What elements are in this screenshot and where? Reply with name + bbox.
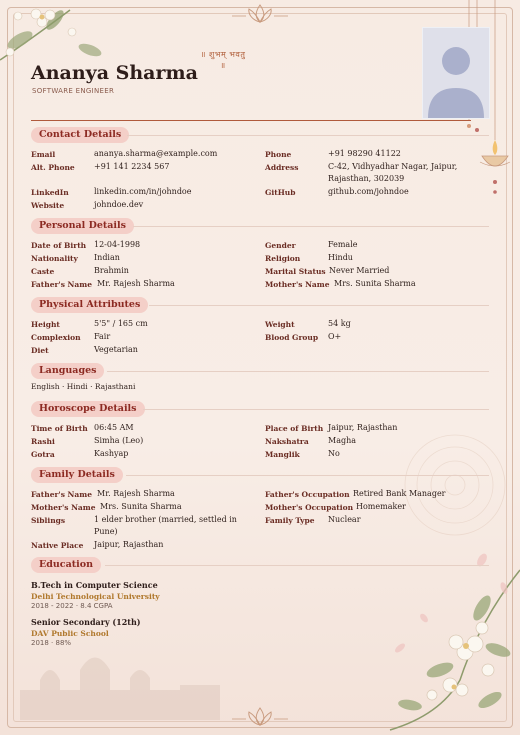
value-family-father: Mr. Rajesh Sharma	[97, 489, 175, 498]
value-dob: 12-04-1998	[94, 240, 141, 249]
label-weight: Weight	[265, 320, 295, 329]
value-phone: +91 98290 41122	[328, 149, 401, 158]
section-title-horoscope: Horoscope Details	[31, 401, 145, 417]
education-degree: Senior Secondary (12th)	[31, 617, 141, 627]
section-title-family: Family Details	[31, 467, 123, 483]
section-title-education: Education	[31, 557, 101, 573]
value-weight: 54 kg	[328, 319, 351, 328]
value-height: 5'5" / 165 cm	[94, 319, 148, 328]
value-fathers-name: Mr. Rajesh Sharma	[97, 279, 175, 288]
value-family-mother: Mrs. Sunita Sharma	[100, 502, 182, 511]
value-manglik: No	[328, 449, 340, 458]
blessing-text: ॥ शुभम् भवतु ॥	[200, 50, 246, 70]
value-complexion: Fair	[94, 332, 111, 341]
value-gotra: Kashyap	[94, 449, 129, 458]
value-email: ananya.sharma@example.com	[94, 149, 218, 158]
section-title-personal: Personal Details	[31, 218, 134, 234]
label-time-of-birth: Time of Birth	[31, 424, 88, 433]
section-contact	[31, 127, 489, 145]
value-blood-group: O+	[328, 332, 342, 341]
label-family-mother: Mother's Name	[31, 503, 96, 512]
value-languages: English · Hindi · Rajasthani	[31, 382, 136, 391]
palace-silhouette-watermark	[20, 640, 220, 720]
value-mothers-name: Mrs. Sunita Sharma	[334, 279, 416, 288]
label-nakshatra: Nakshatra	[265, 437, 309, 446]
section-divider	[107, 371, 489, 372]
label-github: GitHub	[265, 188, 296, 197]
user-avatar-icon	[423, 28, 489, 118]
value-rashi: Simha (Leo)	[94, 436, 144, 445]
value-diet: Vegetarian	[94, 345, 138, 354]
label-alt-phone: Alt. Phone	[31, 163, 75, 172]
value-father-occupation: Retired Bank Manager	[353, 489, 446, 498]
section-divider	[127, 135, 489, 136]
value-linkedin: linkedin.com/in/johndoe	[94, 187, 192, 196]
education-meta: 2018 - 2022 · 8.4 CGPA	[31, 602, 113, 610]
label-manglik: Manglik	[265, 450, 300, 459]
value-alt-phone: +91 141 2234 567	[94, 162, 170, 171]
label-native-place: Native Place	[31, 541, 84, 550]
label-family-type: Family Type	[265, 516, 315, 525]
section-education	[31, 557, 489, 575]
section-family	[31, 467, 489, 485]
label-complexion: Complexion	[31, 333, 81, 342]
label-website: Website	[31, 201, 65, 210]
label-mothers-name: Mother's Name	[265, 280, 330, 289]
lotus-ornament-top	[230, 2, 290, 26]
label-linkedin: LinkedIn	[31, 188, 69, 197]
label-gender: Gender	[265, 241, 296, 250]
education-institution: DAV Public School	[31, 629, 109, 638]
value-nakshatra: Magha	[328, 436, 357, 445]
value-address: C-42, Vidhyadhar Nagar, Jaipur, Rajasthan, 302039	[328, 162, 458, 183]
label-phone: Phone	[265, 150, 292, 159]
label-fathers-name: Father's Name	[31, 280, 92, 289]
education-institution: Delhi Technological University	[31, 592, 160, 601]
section-title-languages: Languages	[31, 363, 104, 379]
section-physical	[31, 297, 489, 315]
value-caste: Brahmin	[94, 266, 129, 275]
section-title-physical: Physical Attributes	[31, 297, 148, 313]
section-divider	[143, 409, 489, 410]
value-github: github.com/johndoe	[328, 187, 409, 196]
value-gender: Female	[328, 240, 358, 249]
label-diet: Diet	[31, 346, 49, 355]
label-dob: Date of Birth	[31, 241, 87, 250]
label-religion: Religion	[265, 254, 301, 263]
lotus-ornament-bottom	[230, 705, 290, 729]
label-nationality: Nationality	[31, 254, 78, 263]
label-height: Height	[31, 320, 60, 329]
label-place-of-birth: Place of Birth	[265, 424, 324, 433]
label-marital-status: Marital Status	[265, 267, 326, 276]
section-title-contact: Contact Details	[31, 127, 129, 143]
candidate-role: SOFTWARE ENGINEER	[32, 87, 115, 95]
section-divider	[133, 226, 489, 227]
section-divider	[149, 305, 489, 306]
education-degree: B.Tech in Computer Science	[31, 580, 158, 590]
section-languages	[31, 363, 489, 381]
value-place-of-birth: Jaipur, Rajasthan	[328, 423, 398, 432]
candidate-name: Ananya Sharma	[31, 62, 198, 84]
label-gotra: Gotra	[31, 450, 55, 459]
value-family-type: Nuclear	[328, 515, 361, 524]
value-siblings: 1 elder brother (married, settled in Pune)	[94, 515, 237, 536]
section-horoscope	[31, 401, 489, 419]
label-caste: Caste	[31, 267, 55, 276]
education-meta: 2018 · 88%	[31, 639, 72, 647]
section-divider	[105, 565, 489, 566]
header-divider	[31, 120, 471, 121]
mandala-watermark	[400, 430, 510, 540]
value-mother-occupation: Homemaker	[356, 502, 406, 511]
section-personal	[31, 218, 489, 236]
label-father-occupation: Father's Occupation	[265, 490, 350, 499]
label-email: Email	[31, 150, 56, 159]
label-blood-group: Blood Group	[265, 333, 319, 342]
profile-photo-placeholder	[422, 27, 490, 119]
value-religion: Hindu	[328, 253, 353, 262]
label-address: Address	[265, 163, 299, 172]
section-divider	[126, 475, 489, 476]
value-marital-status: Never Married	[329, 266, 390, 275]
label-family-father: Father's Name	[31, 490, 92, 499]
label-siblings: Siblings	[31, 516, 66, 525]
label-mother-occupation: Mother's Occupation	[265, 503, 354, 512]
value-nationality: Indian	[94, 253, 120, 262]
label-rashi: Rashi	[31, 437, 55, 446]
value-native-place: Jaipur, Rajasthan	[94, 540, 164, 549]
value-website: johndoe.dev	[94, 200, 144, 209]
value-time-of-birth: 06:45 AM	[94, 423, 134, 432]
